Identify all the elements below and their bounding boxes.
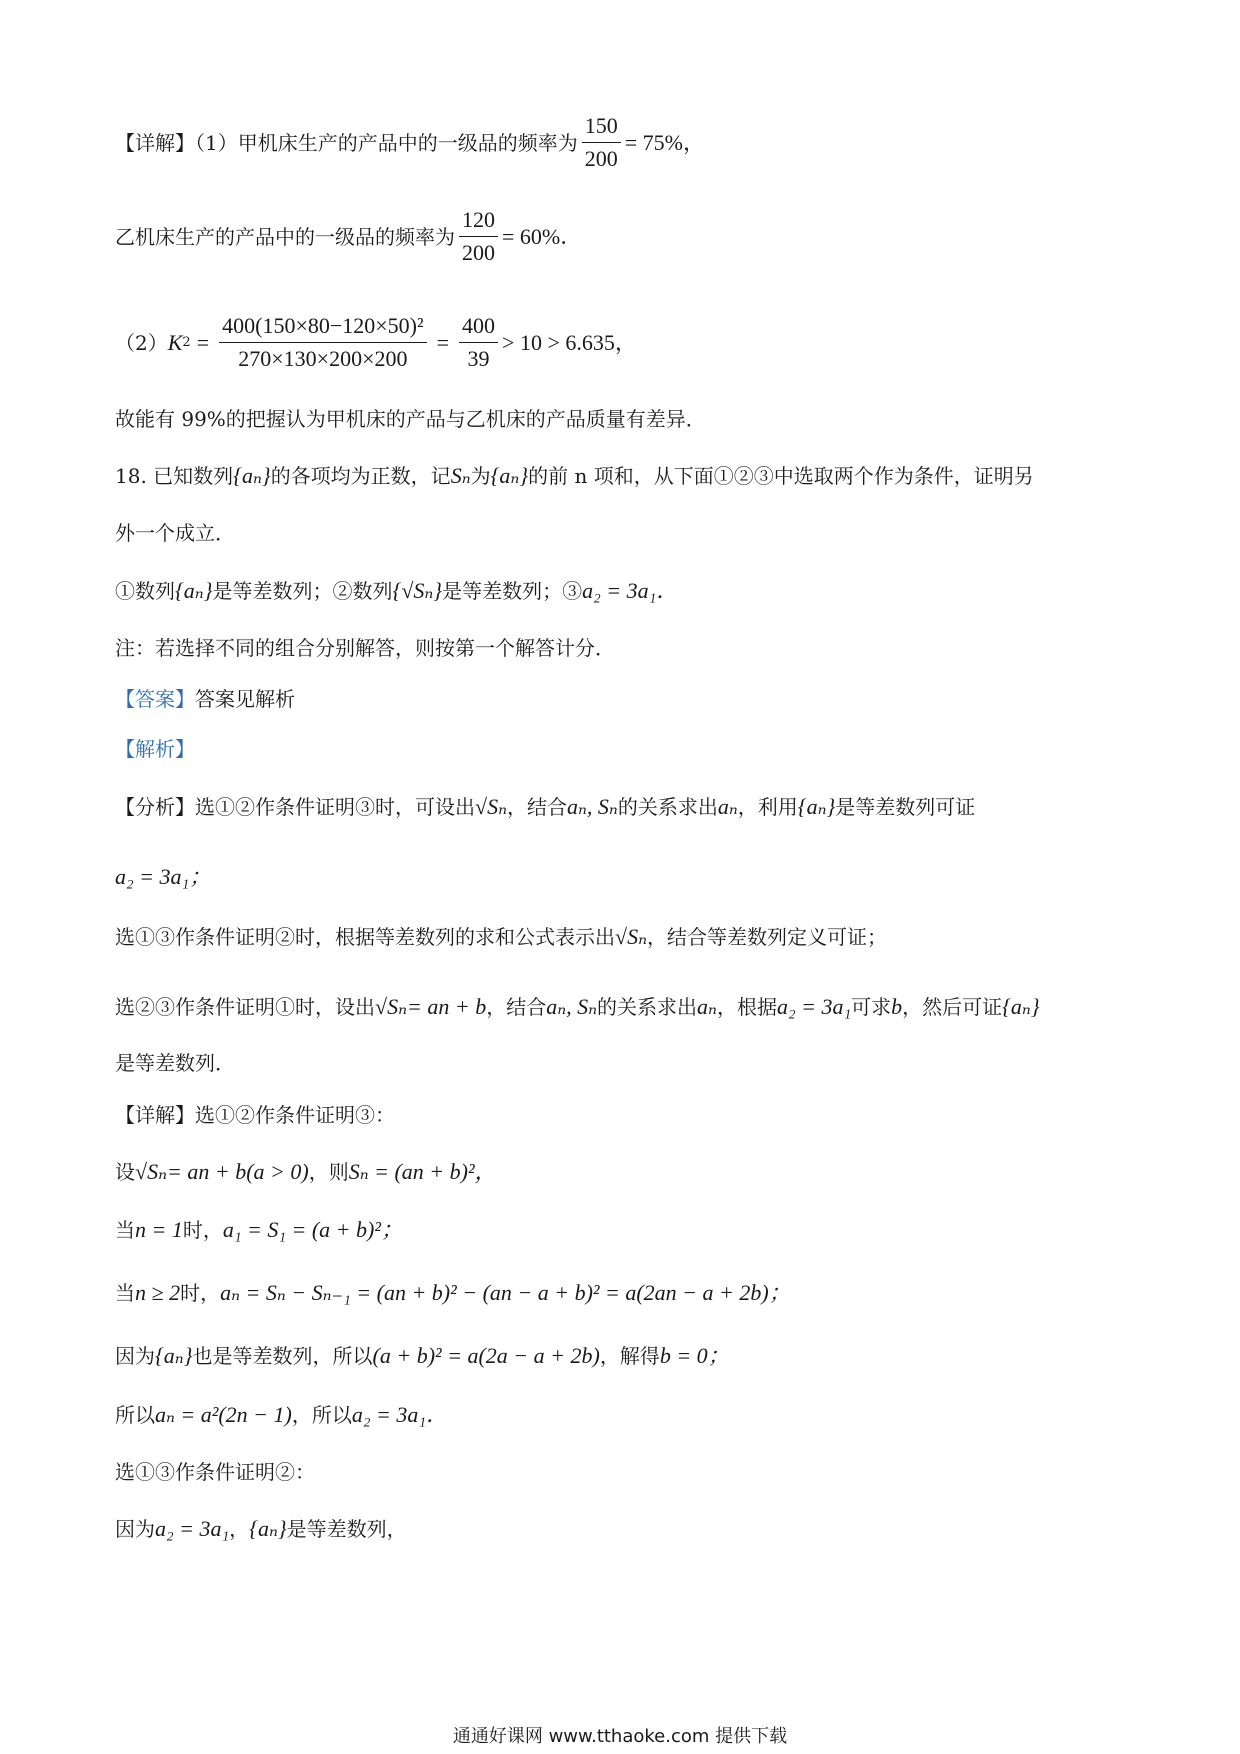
text: 为 [470,464,491,488]
text: 当 [115,1218,135,1242]
superscript: 2 [182,334,191,350]
text: 【详解】选①②作条件证明③： [115,1103,395,1127]
text: ， [229,1517,250,1541]
text: 的关系求出 [597,995,698,1019]
math: = an + b(a > 0) [167,1159,309,1184]
math: aₙ = Sₙ − Sₙ₋₁ = (an + b)² − (an − a + b)² = a(2an − a + 2b)； [220,1280,791,1305]
text: ，结合 [486,995,547,1019]
math: = 60%． [502,223,583,249]
text: 时， [180,1281,221,1305]
text: 选①③作条件证明②： [115,1460,315,1484]
numerator: 400 [459,312,498,343]
math: a₁ = S₁ = (a + b)²； [222,1217,403,1242]
line-conditions [115,577,1140,605]
math-sqrt: √Sₙ [615,924,647,949]
text: 故能有 99%的把握认为甲机床的产品与乙机床的产品质量有差异． [115,407,706,431]
line-analysis-3-cont [115,1049,1140,1077]
fraction [582,112,621,173]
text: 是等差数列；②数列 [212,579,393,603]
line-note [115,634,1140,662]
text: 【详解】（1）甲机床生产的产品中的一级品的频率为 [115,130,578,155]
equals: = [196,329,210,355]
math: aₙ = a²(2n − 1) [155,1402,292,1427]
text: 的前 n 项和，从下面①②③中选取两个作为条件，证明另 [528,464,1034,488]
answer-tag: 【答案】 [115,687,195,711]
line-analysis-tag [115,735,1140,763]
text: 的关系求出 [617,795,718,819]
text: 【分析】选①②作条件证明③时，可设出 [115,795,475,819]
line-problem-18 [115,462,1140,490]
line-chi-square [115,312,1140,373]
line-detail-because [115,1342,1140,1370]
numerator: 120 [459,206,498,237]
math: {aₙ} [233,463,271,488]
math-k: K [167,329,183,355]
text: ，利用 [737,795,798,819]
line-detail-2 [115,206,1140,267]
text: ，结合等差数列定义可证； [647,925,887,949]
math: b = 0； [659,1343,730,1368]
math: n ≥ 2 [135,1280,181,1305]
math: > 10 > 6.635， [502,329,637,355]
text: 外一个成立． [115,521,235,545]
analysis-tag: 【解析】 [115,737,195,761]
line-analysis-1 [115,793,1140,821]
text: 设 [115,1160,135,1184]
denominator: 39 [467,346,490,371]
text: ，根据 [716,995,777,1019]
line-detail-header [115,1101,1140,1129]
text: （2） [115,330,168,355]
numerator: 400(150×80−120×50)² [219,312,426,343]
math: b [891,994,903,1019]
text: 所以 [115,1403,155,1427]
text: 也是等差数列，所以 [192,1344,373,1368]
math: Sₙ = (an + b)²， [348,1159,497,1184]
math: a₂ = 3a₁． [582,578,679,603]
text: 18. 已知数列 [115,464,234,488]
math: {aₙ} [797,794,836,819]
text: 是等差数列． [115,1051,235,1075]
text: 是等差数列， [286,1517,407,1541]
math: {aₙ} [490,463,529,488]
text: ，则 [308,1160,349,1184]
line-detail-therefore [115,1401,1140,1429]
math-sqrt: √Sₙ [475,794,507,819]
line-detail-because-2 [115,1515,1140,1543]
math: {aₙ} [1002,994,1040,1019]
math: aₙ [697,994,717,1019]
text: 乙机床生产的产品中的一级品的频率为 [115,224,455,249]
line-analysis-3 [115,993,1140,1021]
math: a₂ = 3a₁； [115,864,212,889]
math: aₙ, Sₙ [567,794,618,819]
text: 答案见解析 [195,687,295,711]
text: 当 [115,1281,135,1305]
math: a₂ = 3a₁ [155,1516,230,1541]
text: 选①③作条件证明②时，根据等差数列的求和公式表示出 [115,925,615,949]
line-detail-n1 [115,1216,1140,1244]
math-sqrt: {√Sₙ} [392,578,443,603]
denominator: 270×130×200×200 [238,346,408,371]
page-footer: 通通好课网 www.tthaoke.com 提供下载 [452,1726,788,1747]
text: ，解得 [599,1344,660,1368]
fraction [459,312,498,373]
fraction [459,206,498,267]
line-problem-18-cont [115,519,1140,547]
denominator: 200 [462,240,495,265]
numerator: 150 [582,112,621,143]
text: 因为 [115,1517,155,1541]
math: (a + b)² = a(2a − a + 2b) [372,1343,600,1368]
text: ，结合 [507,795,567,819]
text: 是等差数列；③ [442,579,583,603]
math: Sₙ [450,463,471,488]
text: ，然后可证 [902,995,1003,1019]
equals: = [436,329,450,355]
text: 因为 [115,1344,155,1368]
math: {aₙ} [249,1516,287,1541]
math: n = 1 [135,1217,183,1242]
text: 是等差数列可证 [835,795,976,819]
math: {aₙ} [175,578,213,603]
line-analysis-1-cont [115,863,1140,891]
text: 时， [182,1218,223,1242]
line-detail-set [115,1158,1140,1186]
line-analysis-2 [115,923,1140,951]
text: 注：若选择不同的组合分别解答，则按第一个解答计分． [115,636,615,660]
math: aₙ [717,794,738,819]
line-detail-choice-13 [115,1458,1140,1486]
text: ，所以 [291,1403,352,1427]
line-conclusion [115,405,1140,433]
fraction [219,312,426,373]
math-sqrt: √Sₙ [375,994,407,1019]
text: 可求 [851,995,892,1019]
math: a₂ = 3a₁ [776,994,852,1019]
text: 选②③作条件证明①时，设出 [115,995,375,1019]
line-detail-1 [115,112,1140,173]
math: aₙ, Sₙ [546,994,598,1019]
math: = an + b [407,994,487,1019]
math: = 75%， [624,129,705,155]
line-detail-n2 [115,1279,1140,1307]
math-sqrt: √Sₙ [135,1159,167,1184]
line-answer [115,685,1140,713]
math: {aₙ} [155,1343,193,1368]
text: ①数列 [115,579,175,603]
text: 的各项均为正数，记 [270,464,451,488]
denominator: 200 [584,146,618,171]
math: a₂ = 3a₁． [351,1402,449,1427]
